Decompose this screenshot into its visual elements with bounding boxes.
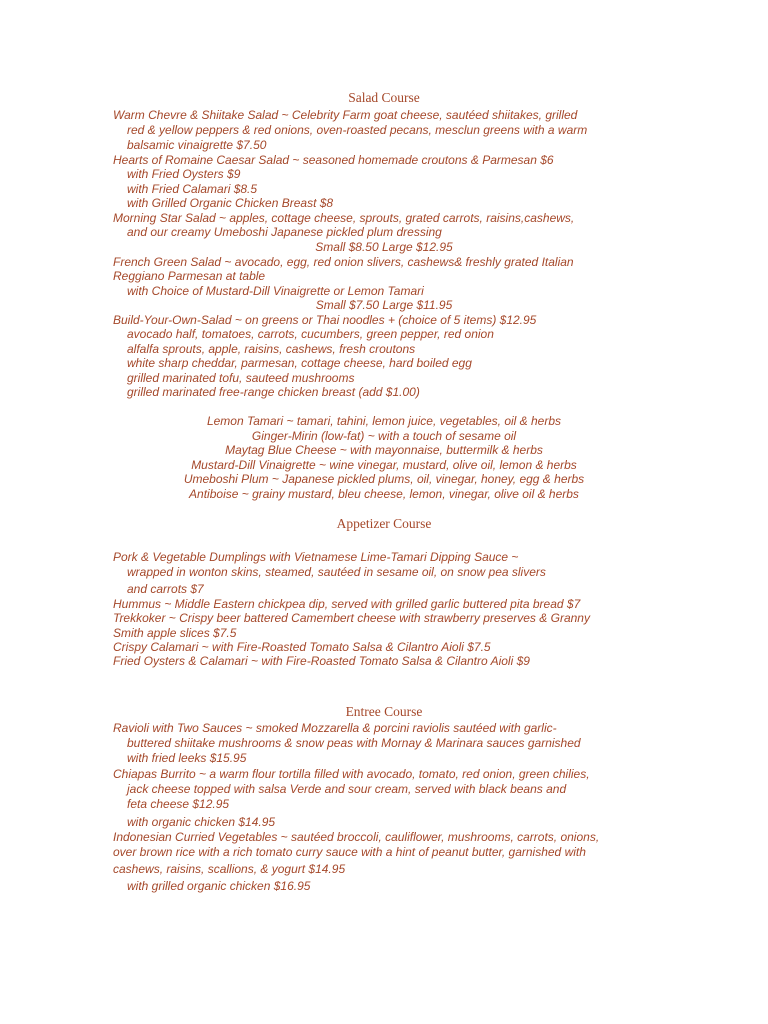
entree-line: with grilled organic chicken $16.95 bbox=[127, 879, 311, 893]
salad-course-heading: Salad Course bbox=[348, 90, 420, 105]
salad-size-prices: Small $8.50 Large $12.95 bbox=[315, 240, 453, 254]
salad-line: Warm Chevre & Shiitake Salad ~ Celebrity Farm goat cheese, sautéed shiitakes, grilled bbox=[113, 108, 578, 122]
dressing-line: Lemon Tamari ~ tamari, tahini, lemon juice, vegetables, oil & herbs bbox=[206, 414, 562, 428]
appetizer-line: and carrots $7 bbox=[127, 582, 204, 596]
dressing-line: Umeboshi Plum ~ Japanese pickled plums, oil, vinegar, honey, egg & herbs bbox=[183, 472, 585, 486]
salad-line: grilled marinated free-range chicken breast (add $1.00) bbox=[127, 385, 420, 399]
appetizer-line: Hummus ~ Middle Eastern chickpea dip, served with grilled garlic buttered pita bread $7 bbox=[113, 597, 581, 611]
salad-line: Build-Your-Own-Salad ~ on greens or Thai noodles + (choice of 5 items) $12.95 bbox=[113, 313, 537, 327]
salad-line: with Fried Oysters $9 bbox=[127, 167, 241, 181]
salad-line: Hearts of Romaine Caesar Salad ~ seasoned homemade croutons & Parmesan $6 bbox=[113, 153, 554, 167]
appetizer-course-heading: Appetizer Course bbox=[336, 516, 432, 531]
salad-line: with Grilled Organic Chicken Breast $8 bbox=[127, 196, 334, 210]
appetizer-line: Fried Oysters & Calamari ~ with Fire-Roasted Tomato Salsa & Cilantro Aioli $9 bbox=[113, 654, 530, 668]
dressing-line: Antiboise ~ grainy mustard, bleu cheese, lemon, vinegar, olive oil & herbs bbox=[189, 487, 579, 501]
entree-line: with organic chicken $14.95 bbox=[127, 815, 276, 829]
entree-line: jack cheese topped with salsa Verde and sour cream, served with black beans and bbox=[127, 782, 567, 796]
salad-line: Morning Star Salad ~ apples, cottage cheese, sprouts, grated carrots, raisins,cashews, bbox=[113, 211, 575, 225]
appetizer-line: Trekkoker ~ Crispy beer battered Camembert cheese with strawberry preserves & Granny bbox=[113, 611, 590, 625]
salad-line: and our creamy Umeboshi Japanese pickled plum dressing bbox=[127, 225, 442, 239]
salad-line: with Fried Calamari $8.5 bbox=[127, 182, 258, 196]
appetizer-line: Pork & Vegetable Dumplings with Vietnamese Lime-Tamari Dipping Sauce ~ bbox=[113, 550, 519, 564]
entree-line: Chiapas Burrito ~ a warm flour tortilla filled with avocado, tomato, red onion, green chilies, bbox=[113, 767, 590, 781]
salad-line: balsamic vinaigrette $7.50 bbox=[127, 138, 267, 152]
entree-line: over brown rice with a rich tomato curry sauce with a hint of peanut butter, garnished with bbox=[113, 845, 586, 859]
salad-line: alfalfa sprouts, apple, raisins, cashews, fresh croutons bbox=[127, 342, 416, 356]
entree-line: buttered shiitake mushrooms & snow peas with Mornay & Marinara sauces garnished bbox=[127, 736, 581, 750]
entree-line: cashews, raisins, scallions, & yogurt $14.95 bbox=[113, 862, 346, 876]
entree-line: Indonesian Curried Vegetables ~ sautéed broccoli, cauliflower, mushrooms, carrots, onions, bbox=[113, 830, 600, 844]
appetizer-line: Crispy Calamari ~ with Fire-Roasted Tomato Salsa & Cilantro Aioli $7.5 bbox=[113, 640, 491, 654]
dressing-line: Mustard-Dill Vinaigrette ~ wine vinegar, mustard, olive oil, lemon & herbs bbox=[191, 458, 577, 472]
entree-course-heading: Entree Course bbox=[345, 704, 423, 719]
entree-line: Ravioli with Two Sauces ~ smoked Mozzarella & porcini raviolis sautéed with garlic- bbox=[113, 721, 557, 735]
salad-line: Reggiano Parmesan at table bbox=[113, 269, 266, 283]
appetizer-line: wrapped in wonton skins, steamed, sautéed in sesame oil, on snow pea slivers bbox=[127, 565, 546, 579]
entree-line: with fried leeks $15.95 bbox=[127, 751, 247, 765]
dressing-line: Maytag Blue Cheese ~ with mayonnaise, buttermilk & herbs bbox=[225, 443, 543, 457]
salad-line: grilled marinated tofu, sauteed mushrooms bbox=[127, 371, 355, 385]
entree-line: feta cheese $12.95 bbox=[127, 797, 230, 811]
salad-line: with Choice of Mustard-Dill Vinaigrette or Lemon Tamari bbox=[127, 284, 424, 298]
appetizer-line: Smith apple slices $7.5 bbox=[113, 626, 237, 640]
dressing-line: Ginger-Mirin (low-fat) ~ with a touch of sesame oil bbox=[251, 429, 517, 443]
salad-line: avocado half, tomatoes, carrots, cucumbers, green pepper, red onion bbox=[127, 327, 494, 341]
salad-line: French Green Salad ~ avocado, egg, red onion slivers, cashews& freshly grated Italian bbox=[113, 255, 574, 269]
salad-line: white sharp cheddar, parmesan, cottage cheese, hard boiled egg bbox=[127, 356, 472, 370]
salad-line: red & yellow peppers & red onions, oven-roasted pecans, mesclun greens with a warm bbox=[127, 123, 588, 137]
salad-size-prices: Small $7.50 Large $11.95 bbox=[315, 298, 453, 312]
